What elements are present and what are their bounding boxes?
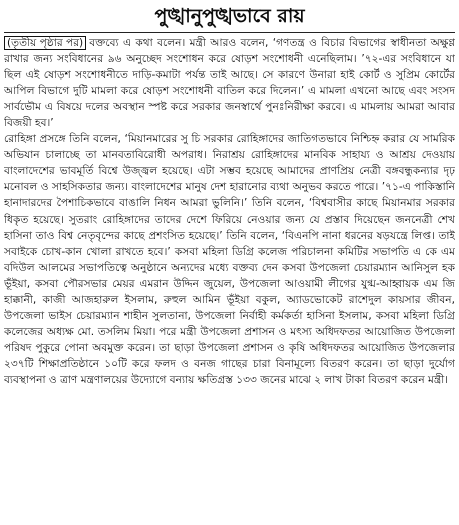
headline-divider [4,32,455,33]
paragraph-2: রোহিঙ্গা প্রসঙ্গে তিনি বলেন, ‘মিয়ানমারের সু চি সরকার রোহিঙ্গাদের জাতিগতভাবে নিশ্চিহ্ন করার যে সামরিক অভিযান চালাচ্ছে তা মানবতাবিরোধী অপরাধ। নিরাশ্রয় রোহিঙ্গাদের মানবিক সাহায্য ও আশ্রয় দেওয়ায় বাংলাদেশের ভাবমূর্তি বিশ্বে উজ্জ্বল হয়েছে। এটা সম্ভব হয়েছে আমাদের প্রাণপ্রিয় নেত্রী বঙ্গবন্ধুকন্যার দৃঢ় মনোবল ও সাহসিকতার জন্য। বাংলাদেশের মানুষ দেশ হারানোর ব্যথা অনুভব করতে পারে। ’৭১-এ পাকিস্তানি হানাদারদের পৈশাচিকভাবে বাঙালি নিধন আমরা ভুলিনি।’ তিনি বলেন, ‘বিশ্ববাসীর কাছে মিয়ানমার সরকার ধিকৃত হয়েছে। সুতরাং রোহিঙ্গাদের তাদের দেশে ফিরিয়ে নেওয়ার জন্য যে প্রস্তাব দিয়েছেন জননেত্রী শেখ হাসিনা তাও বিশ্ব নেতৃবৃন্দের কাছে প্রশংসিত হয়েছে।’ তিনি বলেন, ‘বিএনপি নানা ধরনের ষড়যন্ত্রে লিপ্ত। তাই সবাইকে চোখ-কান খোলা রাখতে হবে।’ কসবা মহিলা ডিগ্রি কলেজ পরিচালনা কমিটির সভাপতি এ কে এম বদিউল আলমের সভাপতিত্বে অনুষ্ঠানে অন্যদের মধ্যে বক্তব্য দেন কসবা উপজেলা চেয়ারম্যান আনিসুল হক ভূঁইয়া, কসবা পৌরসভার মেয়র এমরান উদ্দিন জুয়েল, উপজেলা আওয়ামী লীগের যুগ্ম-আহ্বায়ক এম জি হাক্কানী, কাজী আজহারুল ইসলাম, রুহুল আমিন ভূঁইয়া বকুল, অ্যাডভোকেট রাশেদুল কায়সার জীবন, উপজেলা ভাইস চেয়ারম্যান শাহীন সুলতানা, উপজেলা নির্বাহী কর্মকর্তা হাসিনা ইসলাম, কসবা মহিলা ডিগ্রি কলেজের অধ্যক্ষ মো. তসলিম মিয়া। পরে মন্ত্রী উপজেলা প্রশাসন ও মৎস্য অধিদফতর আয়োজিত উপজেলা পরিষদ পুকুরে পোনা অবমুক্ত করেন। তা ছাড়া উপজেলা প্রশাসন ও কৃষি অধিদফতর আয়োজিত উপজেলার ২৩৭টি শিক্ষাপ্রতিষ্ঠানে ১০টি করে ফলদ ও বনজ গাছের চারা বিনামূল্যে বিতরণ করেন। তা ছাড়া দুর্যোগ ব্যবস্থাপনা ও ত্রাণ মন্ত্রণালয়ের উদ্যোগে বন্যায় ক্ষতিগ্রস্ত ১৩৩ জনের মাঝে ২ লাখ টাকা বিতরণ করেন মন্ত্রী। [4,133,455,386]
continuation-tag: (তৃতীয় পৃষ্ঠার পর) [4,36,86,50]
paragraph-1-text: বক্তব্যে এ কথা বলেন। মন্ত্রী আরও বলেন, ‘গণতন্ত্র ও বিচার বিভাগের স্বাধীনতা অক্ষুণ্ণ রাখার জন্য সংবিধানের ৯৬ অনুচ্ছেদ সংশোধন করে ষোড়শ সংশোধনী এনেছিলাম। ’৭২-এর সংবিধানে যা ছিল এই ষোড়শ সংশোধনীতে দাড়ি-কমাটা পর্যন্ত তাই আছে। সে কারণে উনারা হাই কোর্ট ও সুপ্রিম কোর্টের আপিল বিভাগে দুটি মামলা করে ষোড়শ সংশোধনী বাতিল করে দিলেন।’ এ মামলা এখনো আছে এবং সংসদ সার্বভৌম এ বিষয়ে দলের অবস্থান স্পষ্ট করে সরকার জনস্বার্থে পুনঃনিরীক্ষা করবে। এ মামলায় আমরা আবার বিজয়ী হব।’ [4,37,455,130]
article-body [4,35,455,523]
headline: পুঙ্খানুপুঙ্খভাবে রায় [154,5,305,27]
paragraph-1 [4,35,455,131]
